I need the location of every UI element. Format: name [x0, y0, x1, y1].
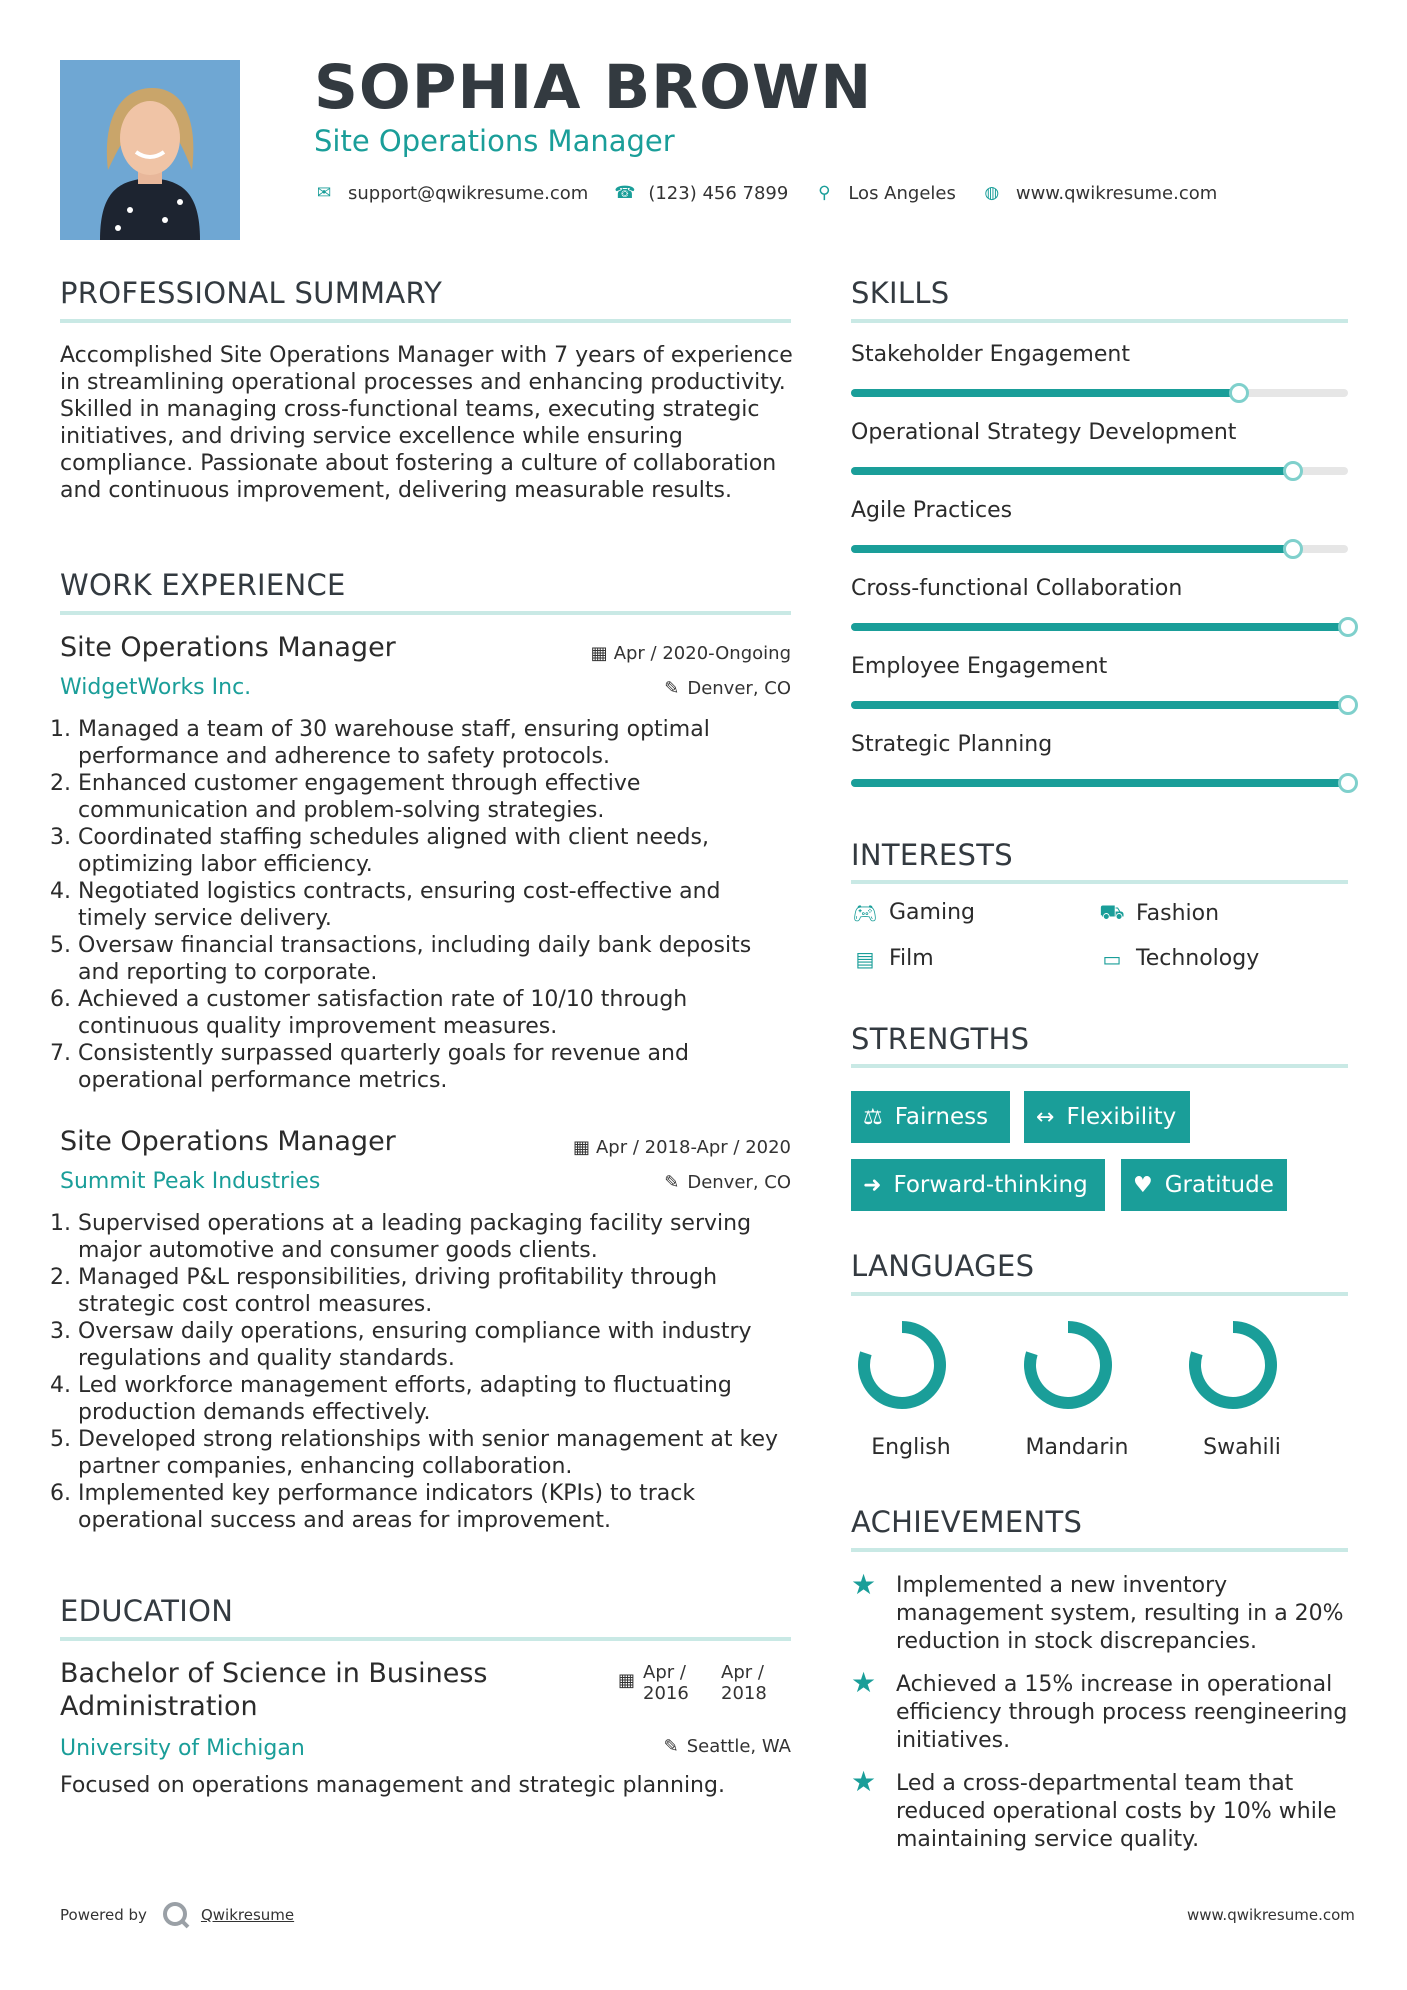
job-2-bullets: [60, 1210, 788, 1534]
list-item: 3. Coordinated staffing schedules aligned with client needs, optimizing labor efficiency.: [78, 824, 788, 878]
skill-bar: [851, 389, 1348, 397]
strength-fairness: [851, 1091, 1010, 1143]
list-item: 3. Oversaw daily operations, ensuring compliance with industry regulations and quality standards.: [78, 1318, 788, 1372]
skills-divider: [851, 319, 1348, 323]
interest-label: Film: [889, 946, 934, 971]
list-item: 6. Implemented key performance indicators (KPIs) to track operational success and areas for improvement.: [78, 1480, 788, 1534]
language-ring: [864, 1327, 940, 1403]
map-marker-icon: ⚲: [818, 183, 831, 203]
job-1-location-text: Denver, CO: [687, 678, 791, 699]
skills-title: SKILLS: [851, 276, 950, 310]
interest-fashion: [1098, 900, 1219, 927]
job-2-dates-text: Apr / 2018-Apr / 2020: [595, 1137, 791, 1158]
list-item: 1. Managed a team of 30 warehouse staff, ensuring optimal performance and adherence to safety protocols.: [78, 716, 788, 770]
education-title: EDUCATION: [60, 1594, 234, 1628]
language-swahili: Swahili: [1203, 1435, 1281, 1460]
education-location-text: Seattle, WA: [686, 1736, 791, 1757]
skill-bar-knob: [1338, 695, 1358, 715]
language-mandarin: Mandarin: [1025, 1435, 1129, 1460]
contact-phone[interactable]: (123) 456 7899: [648, 182, 789, 204]
achievement-1: Implemented a new inventory management system, resulting in a 20% reduction in stock discrepancies.: [896, 1573, 1344, 1654]
job-1-location: [520, 678, 791, 699]
education-divider: [60, 1637, 791, 1641]
star-icon: ★: [851, 1765, 877, 1798]
skill-bar-fill: [851, 389, 1239, 397]
interests-divider: [851, 880, 1348, 884]
gamepad-icon: 🎮︎: [852, 900, 878, 925]
strength-forward-thinking: [851, 1159, 1105, 1211]
interest-film: [851, 946, 934, 971]
skill-bar: [851, 545, 1348, 553]
language-ring: [1030, 1327, 1106, 1403]
skill-label: Operational Strategy Development: [851, 420, 1237, 445]
candidate-role: Site Operations Manager: [314, 124, 675, 158]
language-english: English: [871, 1435, 951, 1460]
qwikresume-logo-icon: [161, 1900, 191, 1930]
job-2-title: Site Operations Manager: [60, 1126, 396, 1157]
skill-bar: [851, 467, 1348, 475]
education-school: University of Michigan: [60, 1736, 305, 1761]
job-1-company: WidgetWorks Inc.: [60, 675, 252, 700]
balance-scale-icon: ⚖: [863, 1104, 883, 1130]
strength-label: Flexibility: [1066, 1104, 1177, 1130]
job-1-title: Site Operations Manager: [60, 632, 396, 663]
job-2-location: [520, 1172, 791, 1193]
education-note: Focused on operations management and strategic planning.: [60, 1773, 725, 1798]
job-2-dates: [500, 1137, 791, 1158]
summary-divider: [60, 319, 791, 323]
achievement-3: Led a cross-departmental team that reduced operational costs by 10% while maintaining service quality.: [896, 1771, 1337, 1852]
list-item: 1. Supervised operations at a leading packaging facility serving major automotive and consumer goods clients.: [78, 1210, 788, 1264]
laptop-icon: ▭: [1102, 946, 1122, 971]
job-1-dates: [520, 643, 791, 664]
strengths-divider: [851, 1064, 1348, 1068]
achievement-2: Achieved a 15% increase in operational efficiency through process reengineering initiatives.: [896, 1672, 1348, 1753]
education-date-to: Apr / 2018: [721, 1662, 767, 1704]
education-date-from: Apr / 2016: [643, 1662, 689, 1704]
skill-bar-knob: [1338, 773, 1358, 793]
strength-label: Fairness: [894, 1104, 989, 1130]
degree-title: Bachelor of Science in Business Administration: [60, 1658, 488, 1722]
list-item: 6. Achieved a customer satisfaction rate of 10/10 through continuous quality improvement measures.: [78, 986, 788, 1040]
strengths-title: STRENGTHS: [851, 1022, 1030, 1056]
skill-bar-knob: [1283, 461, 1303, 481]
list-item: 5. Developed strong relationships with senior management at key partner companies, enhancing collaboration.: [78, 1426, 788, 1480]
skill-bar: [851, 623, 1348, 631]
pin-icon: ✎: [664, 1172, 680, 1193]
footer-powered-by: [60, 1900, 294, 1930]
footer-url[interactable]: www.qwikresume.com: [1187, 1906, 1355, 1924]
list-item: 7. Consistently surpassed quarterly goals for revenue and operational performance metrics.: [78, 1040, 788, 1094]
pin-icon: ✎: [664, 678, 680, 699]
skill-bar-fill: [851, 701, 1348, 709]
skill-label: Agile Practices: [851, 498, 1013, 523]
envelope-icon: ✉: [316, 183, 332, 203]
arrow-right-icon: ➜: [863, 1172, 882, 1198]
film-icon: ▤: [855, 946, 875, 971]
experience-title: WORK EXPERIENCE: [60, 568, 346, 602]
strength-label: Forward-thinking: [893, 1172, 1088, 1198]
candidate-name: SOPHIA BROWN: [314, 52, 873, 123]
contact-bar: [314, 178, 1243, 208]
strength-gratitude: [1121, 1159, 1287, 1211]
skill-label: Employee Engagement: [851, 654, 1108, 679]
education-location: [560, 1736, 791, 1757]
summary-title: PROFESSIONAL SUMMARY: [60, 276, 443, 310]
globe-icon: ◍: [984, 183, 1000, 203]
job-2-company: Summit Peak Industries: [60, 1169, 321, 1194]
interest-label: Technology: [1136, 946, 1260, 971]
star-icon: ★: [851, 1568, 877, 1601]
phone-icon: ☎: [614, 183, 636, 203]
skill-bar-knob: [1229, 383, 1249, 403]
job-1-bullets: [60, 716, 788, 1094]
contact-location: Los Angeles: [848, 182, 956, 204]
skill-label: Cross-functional Collaboration: [851, 576, 1183, 601]
skill-bar-fill: [851, 545, 1293, 553]
languages-divider: [851, 1292, 1348, 1296]
achievements-title: ACHIEVEMENTS: [851, 1505, 1083, 1539]
list-item: 4. Negotiated logistics contracts, ensuring cost-effective and timely service delivery.: [78, 878, 788, 932]
interest-label: Gaming: [889, 900, 975, 925]
languages-title: LANGUAGES: [851, 1249, 1035, 1283]
star-icon: ★: [851, 1666, 877, 1699]
job-1-dates-text: Apr / 2020-Ongoing: [613, 643, 791, 664]
interest-technology: [1098, 946, 1259, 971]
interest-gaming: [851, 900, 975, 925]
strength-label: Gratitude: [1164, 1172, 1274, 1198]
summary-text: Accomplished Site Operations Manager with 7 years of experience in streamlining operational processes and enhancing productivity. Skilled in managing cross-functional teams, executing strategic initiatives, and driving service excellence while ensuring compliance. Passionate about fostering a culture of collaboration and continuous improvement, delivering measurable results.: [60, 343, 793, 503]
skill-bar: [851, 701, 1348, 709]
brand-link[interactable]: Qwikresume: [200, 1906, 295, 1924]
calendar-icon: ▦: [618, 1670, 636, 1691]
calendar-icon: ▦: [572, 1137, 590, 1158]
skill-bar-knob: [1283, 539, 1303, 559]
strength-flexibility: [1024, 1091, 1190, 1143]
skill-bar-fill: [851, 467, 1293, 475]
experience-divider: [60, 611, 791, 615]
list-item: 4. Led workforce management efforts, adapting to fluctuating production demands effectively.: [78, 1372, 788, 1426]
contact-email[interactable]: support@qwikresume.com: [348, 182, 589, 204]
list-item: 2. Enhanced customer engagement through effective communication and problem-solving strategies.: [78, 770, 788, 824]
interest-label: Fashion: [1136, 901, 1220, 926]
skill-bar: [851, 779, 1348, 787]
skill-label: Stakeholder Engagement: [851, 342, 1130, 367]
powered-by-label: Powered by: [60, 1906, 147, 1924]
shopping-bag-icon: ⛟: [1099, 900, 1125, 924]
interests-title: INTERESTS: [851, 838, 1013, 872]
language-ring: [1195, 1327, 1271, 1403]
skill-label: Strategic Planning: [851, 732, 1053, 757]
skill-bar-fill: [851, 779, 1348, 787]
list-item: 5. Oversaw financial transactions, including daily bank deposits and reporting to corporate.: [78, 932, 788, 986]
arrows-h-icon: ↔: [1036, 1104, 1055, 1130]
list-item: 2. Managed P&L responsibilities, driving profitability through strategic cost control measures.: [78, 1264, 788, 1318]
skill-bar-fill: [851, 623, 1348, 631]
contact-website[interactable]: www.qwikresume.com: [1015, 182, 1218, 204]
pin-icon: ✎: [663, 1736, 679, 1757]
profile-photo: [60, 60, 240, 240]
calendar-icon: ▦: [590, 643, 608, 664]
skill-bar-knob: [1338, 617, 1358, 637]
heart-icon: ♥: [1133, 1172, 1153, 1198]
education-dates: [618, 1662, 798, 1704]
job-2-location-text: Denver, CO: [687, 1172, 791, 1193]
language-rings: [851, 1310, 1348, 1490]
achievements-divider: [851, 1548, 1348, 1552]
